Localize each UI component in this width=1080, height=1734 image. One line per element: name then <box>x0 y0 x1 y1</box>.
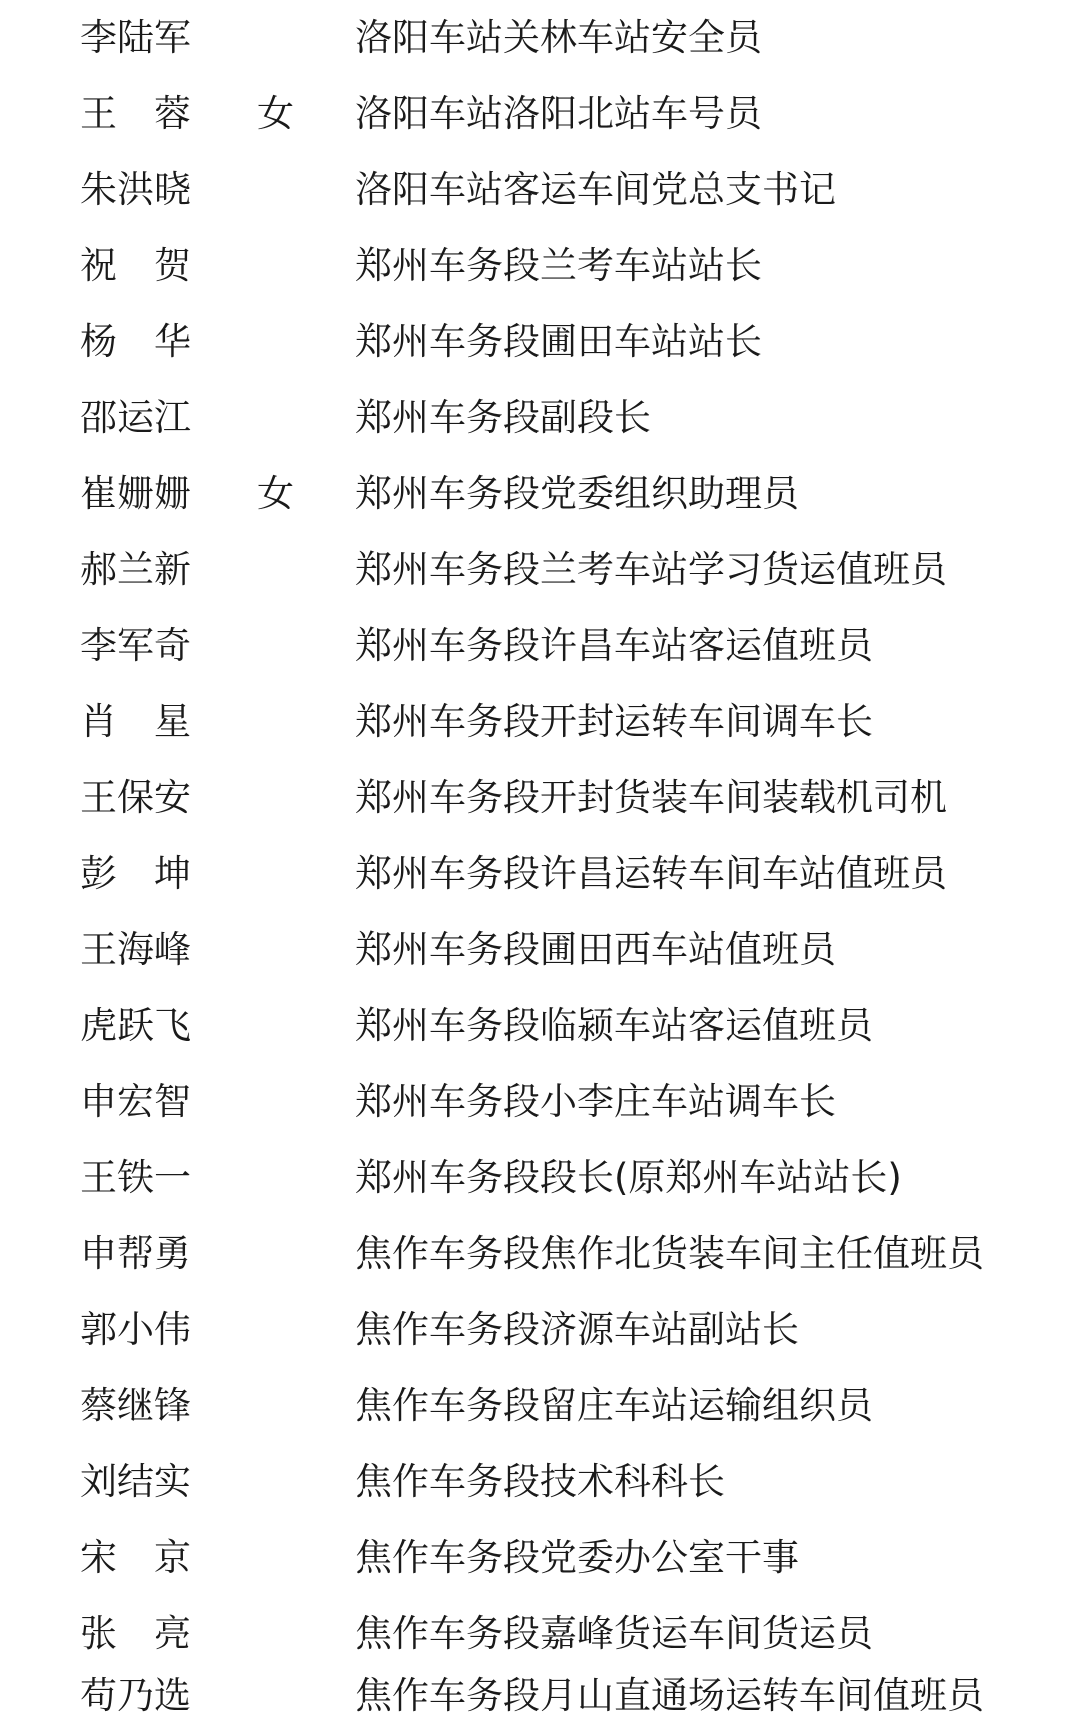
person-position: 郑州车务段小李庄车站调车长 <box>355 1080 836 1123</box>
person-name: 王铁一 <box>80 1156 191 1199</box>
roster-row <box>0 228 1080 304</box>
roster-row <box>0 760 1080 836</box>
person-name: 邵运江 <box>80 396 191 439</box>
person-position: 郑州车务段临颍车站客运值班员 <box>355 1004 873 1047</box>
roster-row <box>0 304 1080 380</box>
person-position: 郑州车务段开封货装车间装载机司机 <box>355 776 947 819</box>
roster-row <box>0 152 1080 228</box>
person-name: 王保安 <box>80 776 191 819</box>
person-gender: 女 <box>257 472 294 515</box>
person-name: 张 亮 <box>80 1612 191 1655</box>
roster-row <box>0 1216 1080 1292</box>
person-position: 郑州车务段兰考车站学习货运值班员 <box>355 548 947 591</box>
person-position: 郑州车务段许昌运转车间车站值班员 <box>355 852 947 895</box>
roster-row <box>0 1064 1080 1140</box>
roster-row <box>0 532 1080 608</box>
person-position: 郑州车务段兰考车站站长 <box>355 244 762 287</box>
person-name: 刘结实 <box>80 1460 191 1503</box>
roster-row <box>0 988 1080 1064</box>
person-name: 崔姗姗 <box>80 472 191 515</box>
roster-row <box>0 1292 1080 1368</box>
roster-row <box>0 0 1080 76</box>
person-position: 郑州车务段副段长 <box>355 396 651 439</box>
person-name: 郭小伟 <box>80 1308 191 1351</box>
roster-row <box>0 608 1080 684</box>
roster-row <box>0 1368 1080 1444</box>
person-position: 焦作车务段党委办公室干事 <box>355 1536 799 1579</box>
person-name: 杨 华 <box>80 320 191 363</box>
person-name: 宋 京 <box>80 1536 191 1579</box>
person-name: 彭 坤 <box>80 852 191 895</box>
person-position: 焦作车务段济源车站副站长 <box>355 1308 799 1351</box>
person-name: 王 蓉 <box>80 92 191 135</box>
roster-row <box>0 380 1080 456</box>
roster-row <box>0 912 1080 988</box>
person-position: 焦作车务段月山直通场运转车间值班员 <box>355 1674 984 1717</box>
person-name: 肖 星 <box>80 700 191 743</box>
person-position: 郑州车务段许昌车站客运值班员 <box>355 624 873 667</box>
person-position: 洛阳车站关林车站安全员 <box>355 16 762 59</box>
person-name: 虎跃飞 <box>80 1004 191 1047</box>
person-position: 郑州车务段开封运转车间调车长 <box>355 700 873 743</box>
person-name: 苟乃选 <box>80 1674 191 1717</box>
person-name: 王海峰 <box>80 928 191 971</box>
person-gender: 女 <box>257 92 294 135</box>
person-name: 郝兰新 <box>80 548 191 591</box>
person-position: 焦作车务段嘉峰货运车间货运员 <box>355 1612 873 1655</box>
person-position: 焦作车务段焦作北货装车间主任值班员 <box>355 1232 984 1275</box>
roster-row <box>0 1140 1080 1216</box>
roster-row <box>0 684 1080 760</box>
person-name: 申帮勇 <box>80 1232 191 1275</box>
person-position: 焦作车务段留庄车站运输组织员 <box>355 1384 873 1427</box>
person-position: 郑州车务段段长(原郑州车站站长) <box>355 1156 902 1199</box>
person-position: 洛阳车站客运车间党总支书记 <box>355 168 836 211</box>
person-name: 申宏智 <box>80 1080 191 1123</box>
roster-row <box>0 456 1080 532</box>
person-position: 洛阳车站洛阳北站车号员 <box>355 92 762 135</box>
person-position: 焦作车务段技术科科长 <box>355 1460 725 1503</box>
person-name: 李陆军 <box>80 16 191 59</box>
roster-row <box>0 1658 1080 1734</box>
person-name: 朱洪晓 <box>80 168 191 211</box>
roster-row <box>0 1444 1080 1520</box>
person-name: 李军奇 <box>80 624 191 667</box>
person-position: 郑州车务段党委组织助理员 <box>355 472 799 515</box>
roster-row <box>0 836 1080 912</box>
person-name: 蔡继锋 <box>80 1384 191 1427</box>
person-position: 郑州车务段圃田西车站值班员 <box>355 928 836 971</box>
roster-row <box>0 76 1080 152</box>
person-position: 郑州车务段圃田车站站长 <box>355 320 762 363</box>
person-name: 祝 贺 <box>80 244 191 287</box>
roster-row <box>0 1520 1080 1596</box>
